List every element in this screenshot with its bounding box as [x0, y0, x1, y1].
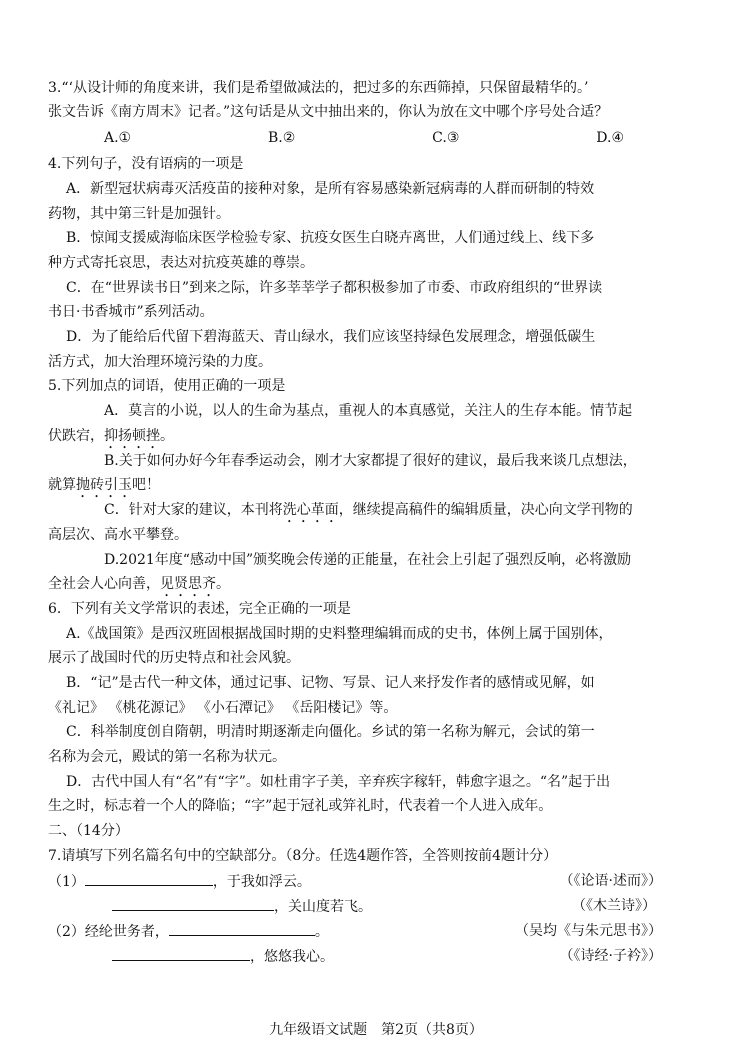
- q5-b-line-1: B.关于如何办好今年春季运动会，刚才大家都提了很好的建议，最后我来谈几点想法，: [104, 453, 637, 469]
- q5-b-end: 吧！: [132, 477, 160, 493]
- answer-blank[interactable]: [169, 921, 315, 936]
- q5-d-text: 全社会人心向善，: [48, 576, 160, 592]
- q5-d-line-2: [48, 574, 712, 600]
- section-2-title: 二、（14分）: [48, 823, 129, 839]
- q4-c-line-2: 书日·书香城市”系列活动。: [48, 304, 214, 320]
- q4-a-line-2: 药物，其中第三针是加强针。: [48, 206, 230, 222]
- q7-item-1-text-1: ，于我如浮云。: [212, 874, 311, 890]
- q7-item-2-source-2: （《诗经·子衿》）: [559, 948, 662, 964]
- q5-stem: 5.下列加点的词语，使用正确的一项是: [48, 378, 286, 394]
- page-footer: 九年级语文试题 第2页（共8页）: [269, 1022, 483, 1038]
- q7-item-2-number: （2）: [48, 924, 85, 940]
- q5-d-dotted-word: 见贤思齐: [160, 576, 216, 592]
- q3-options: [104, 128, 624, 148]
- q7-item-2-text-1: 经纶世务者，: [84, 924, 169, 940]
- q5-c-line-2: 高层次、高水平攀登。: [48, 527, 188, 543]
- q6-d-line-2: 生之时，标志着一个人的降临；“字”起于冠礼或笄礼时，代表着一个人进入成年。: [48, 798, 553, 814]
- q4-a-line-1: A．新型冠状病毒灭活疫苗的接种对象，是所有容易感染新冠病毒的人群而研制的特效: [66, 181, 595, 197]
- q7-item-2-end: 。: [314, 924, 329, 940]
- q3-option-a: A.①: [104, 130, 132, 146]
- q6-a-line-2: 展示了战国时代的历史特点和社会风貌。: [48, 650, 300, 666]
- q6-c-line-2: 名称为会元，殿试的第一名称为状元。: [48, 749, 286, 765]
- q3-line-1: 3.“‘从设计师的角度来讲，我们是希望做减法的，把过多的东西筛掉，只保留最精华的。’: [48, 80, 589, 96]
- q4-b-line-1: B．惊闻支援威海临床医学检验专家、抗疫女医生白晓卉离世，人们通过线上、线下多: [66, 230, 595, 246]
- q7-item-1-source-2: （《木兰诗》）: [572, 898, 656, 914]
- q7-item-1-line-2: [112, 896, 372, 917]
- q4-c-line-1: C．在“世界读书日”到来之际，许多莘莘学子都积极参加了市委、市政府组织的“世界读: [66, 280, 603, 296]
- q4-stem: 4.下列句子，没有语病的一项是: [48, 156, 244, 172]
- q5-a-text: 伏跌宕，: [48, 428, 104, 444]
- q3-option-d: D.④: [596, 130, 624, 146]
- q3-option-c: C.③: [432, 130, 460, 146]
- q7-item-1-source-1: （《论语·述而》）: [559, 873, 662, 889]
- q5-c-dotted-word: 洗心革面: [282, 502, 339, 518]
- q4-d-line-1: D．为了能给后代留下碧海蓝天、青山绿水，我们应该坚持绿色发展理念，增强低碳生: [66, 329, 596, 345]
- q5-d-end: 。: [216, 576, 230, 592]
- q5-b-line-2: [48, 475, 712, 501]
- q4-b-line-2: 种方式寄托哀思，表达对抗疫英雄的尊崇。: [48, 255, 314, 271]
- answer-blank[interactable]: [112, 946, 250, 961]
- q6-stem: 6．下列有关文学常识的表述，完全正确的一项是: [48, 601, 351, 617]
- q6-a-line-1: A.《战国策》是西汉班固根据战国时期的史料整理编辑而成的史书，体例上属于国别体，: [66, 626, 613, 642]
- q7-item-1-text-2: ，关山度若飞。: [274, 899, 372, 915]
- q3-option-b: B.②: [268, 130, 296, 146]
- q5-a-line-1: A．莫言的小说，以人的生命为基点，重视人的本真感觉，关注人的生存本能。情节起: [104, 403, 633, 419]
- q4-d-line-2: 活方式，加大治理环境污染的力度。: [48, 354, 272, 370]
- q7-item-2-source-1: （吴均《与朱元思书》）: [515, 923, 662, 939]
- q5-b-text: 就算: [48, 477, 76, 493]
- q5-c-line-1: [104, 500, 712, 526]
- q6-d-line-1: D．古代中国人有“名”有“字”。如杜甫字子美，辛弃疾字稼轩，韩愈字退之。“名”起于出: [66, 774, 611, 790]
- q5-c-text: C．针对大家的建议，本刊将: [104, 502, 283, 518]
- q7-item-1-line-1: [48, 871, 311, 892]
- q7-item-2-text-2: ，悠悠我心。: [250, 949, 334, 965]
- q6-b-line-2: 《礼记》 《桃花源记》 《小石潭记》 《岳阳楼记》等。: [48, 700, 398, 716]
- q5-d-line-1: D.2021年度“感动中国”颁奖晚会传递的正能量，在社会上引起了强烈反响，必将激励: [104, 552, 632, 568]
- answer-blank[interactable]: [85, 871, 213, 886]
- q3-line-2: 张文告诉《南方周末》记者。”这句话是从文中抽出来的，你认为放在文中哪个序号处合适？: [48, 104, 609, 120]
- q7-stem: 7.请填写下列名篇名句中的空缺部分。（8分。任选4题作答，全答则按前4题计分）: [48, 848, 558, 864]
- answer-blank[interactable]: [112, 896, 274, 911]
- q7-item-1-number: （1）: [48, 874, 85, 890]
- q6-b-line-1: B．“记”是古代一种文体，通过记事、记物、写景、记人来抒发作者的感情或见解，如: [66, 675, 595, 691]
- q5-c-end: ，继续提高稿件的编辑质量，决心向文学刊物的: [338, 502, 633, 518]
- q6-c-line-1: C．科举制度创自隋朝，明清时期逐渐走向僵化。乡试的第一名称为解元，会试的第一: [66, 724, 595, 740]
- q5-a-end: 。: [160, 428, 174, 444]
- q5-a-dotted-word: 抑扬顿挫: [104, 428, 160, 444]
- q5-a-line-2: [48, 426, 712, 452]
- q5-b-dotted-word: 抛砖引玉: [76, 477, 132, 493]
- q7-item-2-line-1: [48, 921, 329, 942]
- q7-item-2-line-2: [112, 946, 334, 967]
